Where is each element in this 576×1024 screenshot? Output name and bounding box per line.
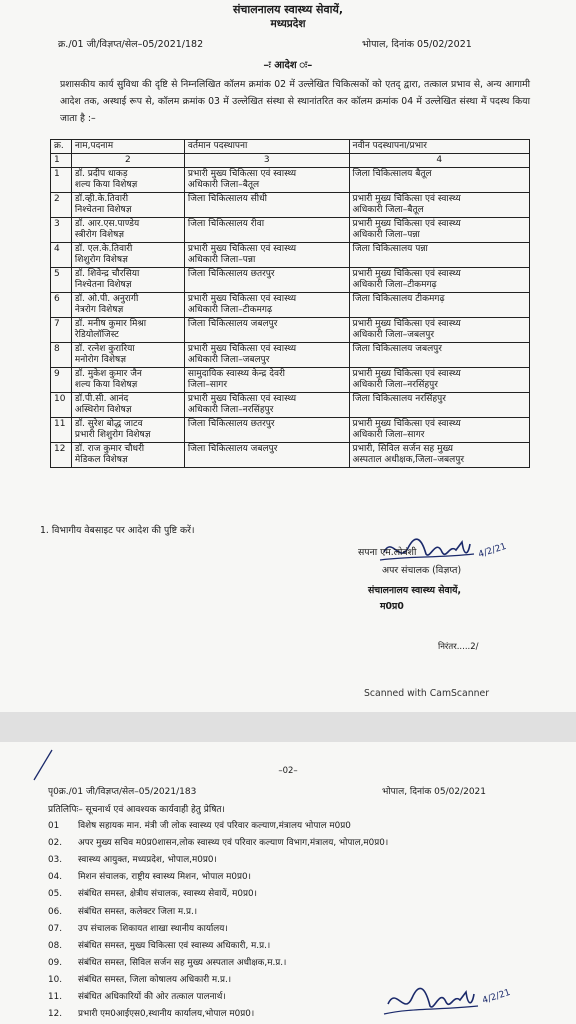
document-page-2 — [0, 742, 576, 1024]
order-paragraph: प्रशासकीय कार्य सुविधा की दृष्टि से निम्नलिखित कॉलम क्रमांक 02 में उल्लेखित चिकित्सकों को एतद् द्वारा, तत्काल प्रभाव से, अन्य आगामी आदेश तक, अस्थाई रूप से, कॉलम क्रमांक 03 में उल्लेखित संस्था से स्थानांतरित कर कॉलम क्रमांक 04 में उल्लेखित संस्था में पदस्थ किया जाता है :– — [60, 79, 530, 124]
header-cell: क्र. — [51, 140, 72, 154]
current-posting-line: अधिकारी जिला–बैतूल — [187, 180, 260, 190]
doctor-designation: निश्चेतना विशेषज्ञ — [74, 205, 132, 215]
item-text: संबंधित समस्त, मुख्य चिकित्सा एवं स्वास्थ्य अधिकारी, म.प्र.। — [78, 940, 271, 951]
item-number: 01 — [48, 821, 60, 831]
signature-date: 4/2/21 — [477, 541, 508, 561]
current-posting-line: अधिकारी जिला–नरसिंहपुर — [187, 405, 274, 415]
doctor-name-cell — [71, 368, 184, 393]
table-row — [51, 268, 530, 293]
row-number: 9 — [51, 368, 72, 393]
item-text: संबंधित समस्त, जिला कोषालय अधिकारी म.प्र.। — [78, 974, 232, 985]
current-posting-cell — [184, 243, 349, 268]
doctor-name: डॉ. शिवेन्द्र चौरसिया — [74, 269, 140, 279]
table-row — [51, 318, 530, 343]
doctor-name: डॉ. एल.के.तिवारी — [74, 244, 133, 254]
current-posting-cell — [184, 393, 349, 418]
signatory-office: संचालनालय स्वास्थ्य सेवायें, — [368, 585, 462, 596]
new-posting-line: प्रभारी मुख्य चिकित्सा एवं स्वास्थ्य — [352, 269, 461, 279]
table-row — [51, 218, 530, 243]
page-gap — [0, 712, 576, 742]
new-posting-line: जिला चिकित्सालय नरसिंहपुर — [352, 394, 446, 404]
new-posting-line: प्रभारी मुख्य चिकित्सा एवं स्वास्थ्य — [352, 319, 461, 329]
doctor-designation: शल्य किया विशेषज्ञ — [74, 380, 138, 390]
header-cell: नवीन पदस्थापना/प्रभार — [349, 140, 530, 154]
item-number: 06. — [48, 906, 62, 917]
endorsement-number: पृ0क्र./01 जी/विज्ञप्त/सेल–05/2021/183 — [48, 787, 197, 797]
doctor-name: डॉ.पी.सी. आनंद — [74, 394, 129, 404]
current-posting-cell — [184, 418, 349, 443]
current-posting-line: प्रभारी मुख्य चिकित्सा एवं स्वास्थ्य — [187, 244, 297, 254]
distribution-list-item — [48, 905, 197, 917]
item-number: 12. — [48, 1009, 62, 1020]
column-number: 2 — [71, 154, 184, 168]
row-number: 8 — [51, 343, 72, 368]
new-posting-cell — [349, 393, 530, 418]
doctor-name-cell — [71, 443, 184, 468]
current-posting-line: जिला चिकित्सालय छतरपुर — [187, 269, 275, 279]
column-number: 3 — [184, 154, 349, 168]
table-row — [51, 393, 530, 418]
current-posting-line: प्रभारी मुख्य चिकित्सा एवं स्वास्थ्य — [187, 294, 297, 304]
column-number: 4 — [349, 154, 530, 168]
current-posting-cell — [184, 318, 349, 343]
doctor-name: डॉ. प्रदीप धाकड़ — [74, 169, 128, 179]
current-posting-line: जिला चिकित्सालय जबलपुर — [187, 319, 278, 329]
new-posting-line: अधिकारी जिला–टीकमगढ़ — [352, 280, 437, 290]
doctor-name-cell — [71, 418, 184, 443]
item-number: 08. — [48, 940, 62, 951]
column-number-row — [51, 154, 530, 168]
column-number: 1 — [51, 154, 72, 168]
current-posting-line: प्रभारी मुख्य चिकित्सा एवं स्वास्थ्य — [187, 344, 297, 354]
new-posting-cell — [349, 168, 530, 193]
row-number: 6 — [51, 293, 72, 318]
signatory-place: म0प्र0 — [380, 601, 404, 612]
header-cell: नाम,पदनाम — [71, 140, 184, 154]
item-text: उप संचालक शिकायत शाखा स्थानीय कार्यालय। — [78, 923, 228, 934]
item-number: 02. — [48, 838, 62, 849]
table-row — [51, 293, 530, 318]
doctor-name-cell — [71, 218, 184, 243]
row-number: 1 — [51, 168, 72, 193]
copy-to-line: प्रतिलिपिः– सूचनार्थ एवं आवश्यक कार्यवाही हेतु प्रेषित। — [48, 805, 225, 815]
doctor-name-cell — [71, 293, 184, 318]
order-title: –ः आदेश ः– — [263, 60, 313, 71]
table-row — [51, 343, 530, 368]
place-date: भोपाल, दिनांक 05/02/2021 — [382, 787, 487, 797]
distribution-list-item — [48, 887, 257, 899]
header-cell: वर्तमान पदस्थापना — [184, 140, 349, 154]
doctor-name-cell — [71, 393, 184, 418]
new-posting-line: अधिकारी जिला–नरसिंहपुर — [352, 380, 438, 390]
item-text: विशेष सहायक मान. मंत्री जी लोक स्वास्थ्य एवं परिवार कल्याण,मंत्रालय भोपाल म0प्र0 — [78, 821, 351, 831]
new-posting-cell — [349, 368, 530, 393]
doctor-name-cell — [71, 318, 184, 343]
page-number: –02– — [278, 766, 298, 776]
table-row — [51, 418, 530, 443]
doctor-designation: प्रभारी शिशुरोग विशेषज्ञ — [74, 430, 151, 440]
current-posting-cell — [184, 168, 349, 193]
new-posting-line: प्रभारी, सिविल सर्जन सह मुख्य — [352, 444, 453, 454]
item-text: संबंधित समस्त, कलेक्टर जिला म.प्र.। — [78, 906, 198, 917]
new-posting-cell — [349, 193, 530, 218]
signatory-name: सपना एम.लोवंशी — [358, 547, 417, 558]
doctor-name: डॉ. सुरेश बोद्ध जाटव — [74, 419, 143, 429]
row-number: 10 — [51, 393, 72, 418]
doctor-name-cell — [71, 268, 184, 293]
current-posting-line: अधिकारी जिला–टीकमगढ़ — [187, 305, 273, 315]
new-posting-cell — [349, 268, 530, 293]
row-number: 2 — [51, 193, 72, 218]
item-number: 03. — [48, 855, 62, 866]
table-row — [51, 168, 530, 193]
new-posting-line: अस्पताल अधीक्षक,जिला–जबलपुर — [352, 455, 465, 465]
table-row — [51, 193, 530, 218]
doctor-designation: शल्य किया विशेषज्ञ — [74, 180, 138, 190]
signature-date: 4/2/21 — [481, 987, 512, 1007]
current-posting-line: जिला चिकित्सालय सीधी — [187, 194, 267, 204]
signatory-designation: अपर संचालक (विज्ञप्त) — [382, 565, 462, 576]
new-posting-line: अधिकारी जिला–बैतूल — [352, 205, 424, 215]
current-posting-cell — [184, 443, 349, 468]
new-posting-line: जिला चिकित्सालय जबलपुर — [352, 344, 442, 354]
new-posting-cell — [349, 343, 530, 368]
current-posting-line: जिला चिकित्सालय रीवा — [187, 219, 265, 229]
doctor-name-cell — [71, 168, 184, 193]
table-row — [51, 243, 530, 268]
doctor-designation: निश्चेतना विशेषज्ञ — [74, 280, 132, 290]
doctor-designation: स्त्रीरोग विशेषज्ञ — [74, 230, 125, 240]
distribution-list-item — [48, 819, 351, 831]
doctor-name: डॉ. मनीष कुमार मिश्रा — [74, 319, 147, 329]
doctor-designation: शिशुरोग विशेषज्ञ — [74, 255, 128, 265]
table-header-row — [51, 140, 530, 154]
doctor-designation: मेडिकल विशेषज्ञ — [74, 455, 128, 465]
table-row — [51, 368, 530, 393]
current-posting-line: अधिकारी जिला–जबलपुर — [187, 355, 270, 365]
item-text: संबंधित अधिकारियों की ओर तत्काल पालनार्थ। — [78, 992, 226, 1002]
doctor-name: डॉ. मुकेश कुमार जैन — [74, 369, 142, 379]
signature-image — [380, 978, 530, 1022]
current-posting-line: जिला चिकित्सालय जबलपुर — [187, 444, 278, 454]
new-posting-line: जिला चिकित्सालय टीकमगढ़ — [352, 294, 445, 304]
item-text: संबंधित समस्त, सिविल सर्जन सह मुख्य अस्पताल अधीक्षक,म.प्र.। — [78, 957, 287, 968]
row-number: 4 — [51, 243, 72, 268]
state-name: मध्यप्रदेश — [270, 18, 306, 30]
current-posting-line: जिला चिकित्सालय छतरपुर — [187, 419, 275, 429]
page-continuation: निरंतर.....2/ — [438, 642, 479, 652]
item-number: 04. — [48, 872, 62, 883]
distribution-list-item — [48, 990, 226, 1002]
distribution-list-item — [48, 853, 217, 865]
new-posting-line: प्रभारी मुख्य चिकित्सा एवं स्वास्थ्य — [352, 219, 461, 229]
new-posting-cell — [349, 243, 530, 268]
doctor-designation: मनोरोग विशेषज्ञ — [74, 355, 126, 365]
current-posting-cell — [184, 268, 349, 293]
doctor-name-cell — [71, 243, 184, 268]
row-number: 11 — [51, 418, 72, 443]
new-posting-cell — [349, 443, 530, 468]
item-text: मिशन संचालक, राष्ट्रीय स्वास्थ्य मिशन, भोपाल म0प्र0। — [78, 872, 251, 883]
new-posting-line: प्रभारी मुख्य चिकित्सा एवं स्वास्थ्य — [352, 369, 461, 379]
row-number: 12 — [51, 443, 72, 468]
doctor-name-cell — [71, 343, 184, 368]
doctor-name-cell — [71, 193, 184, 218]
item-text: संबंधित समस्त, क्षेत्रीय संचालक, स्वास्थ्य सेवायें, म0प्र0। — [78, 889, 257, 900]
new-posting-cell — [349, 318, 530, 343]
item-number: 07. — [48, 923, 62, 934]
new-posting-cell — [349, 293, 530, 318]
distribution-list-item — [48, 870, 251, 882]
distribution-list-item — [48, 922, 228, 934]
current-posting-line: प्रभारी मुख्य चिकित्सा एवं स्वास्थ्य — [187, 394, 297, 404]
new-posting-cell — [349, 218, 530, 243]
current-posting-cell — [184, 218, 349, 243]
item-number: 05. — [48, 889, 62, 900]
distribution-list-item — [48, 973, 231, 985]
current-posting-cell — [184, 368, 349, 393]
doctor-designation: रेडियोलॉजिस्ट — [74, 330, 119, 340]
department-title: संचालनालय स्वास्थ्य सेवायें, — [232, 3, 344, 16]
new-posting-line: प्रभारी मुख्य चिकित्सा एवं स्वास्थ्य — [352, 419, 461, 429]
current-posting-cell — [184, 293, 349, 318]
new-posting-line: प्रभारी मुख्य चिकित्सा एवं स्वास्थ्य — [352, 194, 461, 204]
item-text: अपर मुख्य सचिव म0प्र0शासन,लोक स्वास्थ्य एवं परिवार कल्याण विभाग,मंत्रालय, भोपाल,म0प्र0। — [78, 838, 389, 849]
item-text: प्रभारी एम0आईएस0,स्थानीय कार्यालय,भोपाल म0प्र0। — [78, 1009, 255, 1020]
reference-number: क्र./01 जी/विज्ञप्त/सेल–05/2021/182 — [58, 39, 204, 50]
pen-mark — [30, 746, 70, 782]
current-posting-line: अधिकारी जिला–पन्ना — [187, 255, 256, 265]
doctor-name: डॉ. राज कुमार चौधरी — [74, 444, 145, 454]
new-posting-line: जिला चिकित्सालय पन्ना — [352, 244, 428, 254]
doctor-name: डॉ. ओ.पी. अनुरागी — [74, 294, 139, 304]
transfer-table — [50, 139, 530, 468]
row-number: 7 — [51, 318, 72, 343]
note: 1. विभागीय वेबसाइट पर आदेश की पुष्टि करें। — [40, 525, 195, 536]
distribution-list-item — [48, 1007, 254, 1019]
item-text: स्वास्थ्य आयुक्त, मध्यप्रदेश, भोपाल,म0प्र0। — [78, 855, 217, 866]
distribution-list-item — [48, 956, 286, 968]
new-posting-line: अधिकारी जिला–जबलपुर — [352, 330, 435, 340]
distribution-list-item — [48, 836, 388, 848]
current-posting-cell — [184, 343, 349, 368]
item-number: 10. — [48, 974, 62, 985]
item-number: 11. — [48, 992, 62, 1002]
doctor-name: डॉ. रत्नेश कुरारिया — [74, 344, 135, 354]
current-posting-line: जिला–सागर — [187, 380, 228, 390]
new-posting-line: जिला चिकित्सालय बैतूल — [352, 169, 432, 179]
scanner-watermark: Scanned with CamScanner — [364, 688, 490, 699]
doctor-designation: नेत्ररोग विशेषज्ञ — [74, 305, 124, 315]
doctor-name: डॉ. आर.एस.पाण्डेय — [74, 219, 140, 229]
row-number: 5 — [51, 268, 72, 293]
new-posting-line: अधिकारी जिला–पन्ना — [352, 230, 420, 240]
current-posting-line: प्रभारी मुख्य चिकित्सा एवं स्वास्थ्य — [187, 169, 297, 179]
place-date: भोपाल, दिनांक 05/02/2021 — [362, 39, 472, 50]
new-posting-line: अधिकारी जिला–सागर — [352, 430, 425, 440]
table-row — [51, 443, 530, 468]
row-number: 3 — [51, 218, 72, 243]
new-posting-cell — [349, 418, 530, 443]
current-posting-cell — [184, 193, 349, 218]
item-number: 09. — [48, 957, 62, 968]
doctor-name: डॉ.व्ही.के.तिवारी — [74, 194, 129, 204]
distribution-list-item — [48, 939, 270, 951]
current-posting-line: सामुदायिक स्वास्थ्य केन्द्र देवरी — [187, 369, 285, 379]
doctor-designation: अस्थिरोग विशेषज्ञ — [74, 405, 132, 415]
